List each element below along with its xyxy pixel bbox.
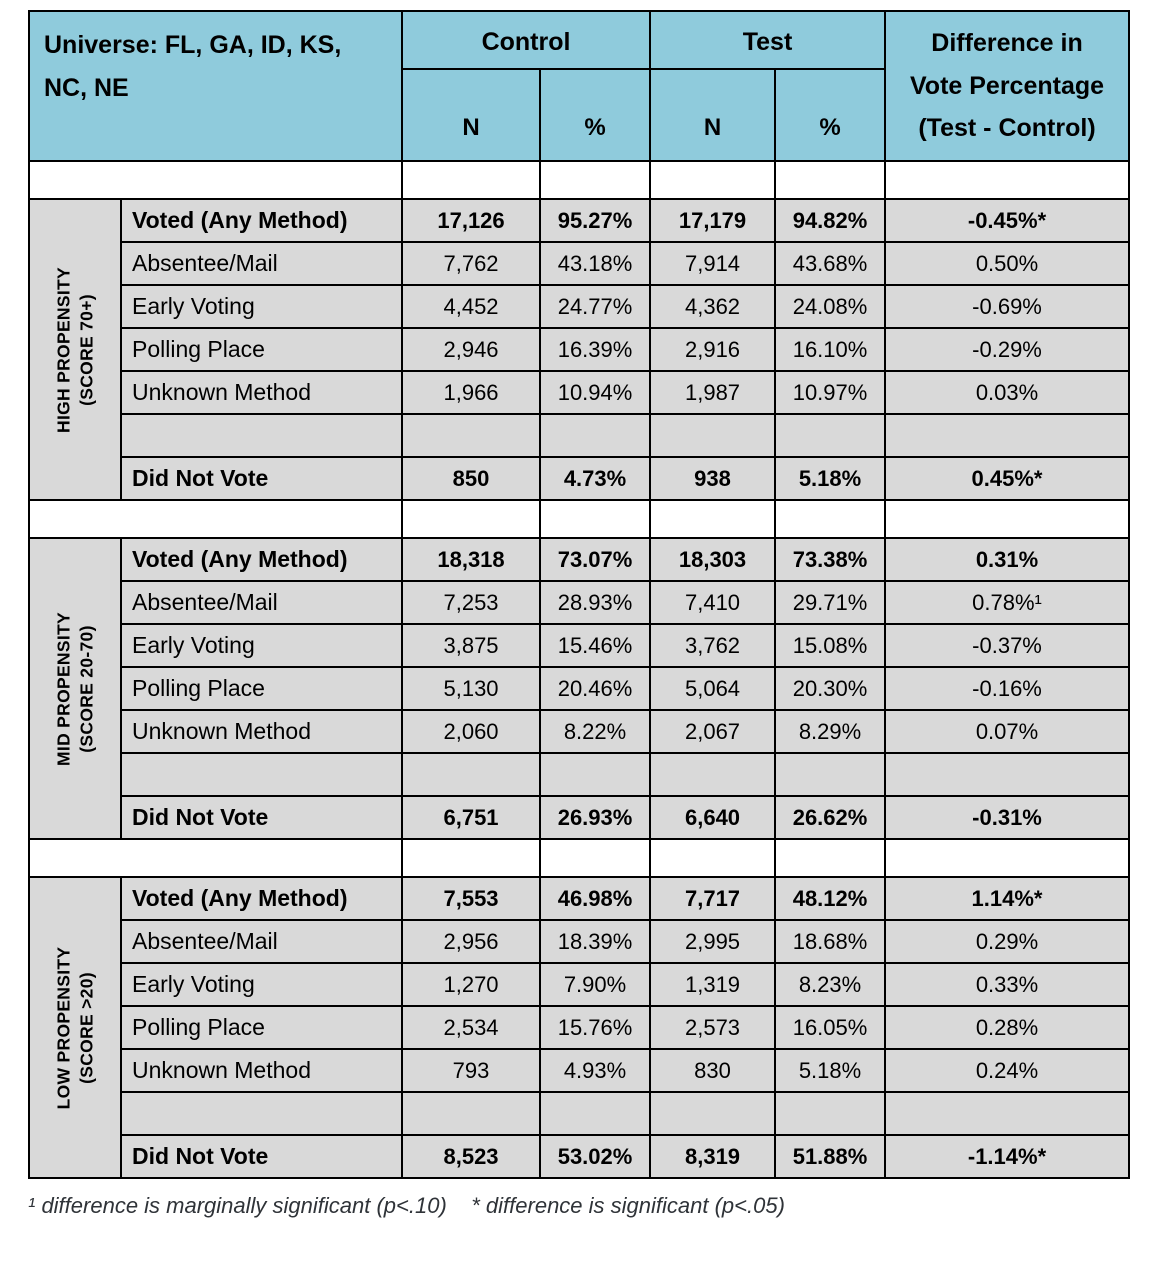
test-n-cell: 938 [650,457,775,500]
row-label: Unknown Method [121,710,402,753]
control-n-cell: 2,946 [402,328,540,371]
spacer-cell [29,839,402,877]
empty-cell [402,1092,540,1135]
control-n-cell: 2,956 [402,920,540,963]
test-pct-cell: 43.68% [775,242,885,285]
control-pct-cell: 10.94% [540,371,650,414]
control-n-cell: 7,253 [402,581,540,624]
spacer-cell [402,839,540,877]
test-n-cell: 3,762 [650,624,775,667]
spacer-cell [540,839,650,877]
spacer-cell [775,161,885,199]
row-label: Absentee/Mail [121,242,402,285]
spacer-cell [29,161,402,199]
empty-cell [402,753,540,796]
test-n-cell: 6,640 [650,796,775,839]
difference-header [885,11,1129,161]
control-n-cell: 2,534 [402,1006,540,1049]
test-pct-cell: 48.12% [775,877,885,920]
spacer-cell [540,500,650,538]
diff-cell: 0.31% [885,538,1129,581]
control-n-cell: 8,523 [402,1135,540,1178]
test-pct-cell: 51.88% [775,1135,885,1178]
test-n-cell: 18,303 [650,538,775,581]
row-label: Early Voting [121,963,402,1006]
test-n-cell: 17,179 [650,199,775,242]
test-pct-cell: 18.68% [775,920,885,963]
empty-row [29,414,1129,457]
empty-cell [885,1092,1129,1135]
row-label: Unknown Method [121,371,402,414]
section-label-text: LOW PROPENSITY (SCORE >20) [53,946,96,1109]
table-row [29,199,1129,242]
empty-cell [650,753,775,796]
control-pct-cell: 8.22% [540,710,650,753]
difference-header-line1: Difference in [931,29,1083,58]
diff-cell: -1.14%* [885,1135,1129,1178]
table-row [29,581,1129,624]
row-label: Early Voting [121,285,402,328]
empty-cell [121,1092,402,1135]
control-n-cell: 4,452 [402,285,540,328]
diff-cell: 0.29% [885,920,1129,963]
table-row [29,538,1129,581]
diff-cell: -0.16% [885,667,1129,710]
control-pct-cell: 20.46% [540,667,650,710]
test-pct-cell: 10.97% [775,371,885,414]
control-n-cell: 17,126 [402,199,540,242]
table-row [29,285,1129,328]
empty-row [29,753,1129,796]
table-row [29,667,1129,710]
spacer-cell [775,500,885,538]
diff-cell: -0.31% [885,796,1129,839]
diff-cell: -0.37% [885,624,1129,667]
control-pct-cell: 15.46% [540,624,650,667]
empty-cell [402,414,540,457]
diff-cell: 1.14%* [885,877,1129,920]
test-n-cell: 2,067 [650,710,775,753]
test-pct-cell: 94.82% [775,199,885,242]
control-pct-cell: 4.93% [540,1049,650,1092]
control-n-header: N [402,69,540,161]
diff-cell: -0.45%* [885,199,1129,242]
control-pct-cell: 15.76% [540,1006,650,1049]
test-n-cell: 8,319 [650,1135,775,1178]
row-label: Voted (Any Method) [121,199,402,242]
control-pct-cell: 28.93% [540,581,650,624]
empty-cell [885,753,1129,796]
spacer-row [29,839,1129,877]
spacer-cell [29,500,402,538]
test-pct-cell: 24.08% [775,285,885,328]
test-pct-cell: 16.05% [775,1006,885,1049]
test-n-cell: 830 [650,1049,775,1092]
row-label: Polling Place [121,667,402,710]
control-pct-cell: 26.93% [540,796,650,839]
spacer-cell [885,161,1129,199]
table-row [29,328,1129,371]
row-label: Unknown Method [121,1049,402,1092]
control-n-cell: 793 [402,1049,540,1092]
diff-cell: 0.28% [885,1006,1129,1049]
control-pct-cell: 73.07% [540,538,650,581]
control-pct-cell: 4.73% [540,457,650,500]
table-row [29,242,1129,285]
test-n-cell: 2,995 [650,920,775,963]
test-n-cell: 7,410 [650,581,775,624]
spacer-cell [885,839,1129,877]
test-pct-cell: 5.18% [775,457,885,500]
test-n-cell: 2,573 [650,1006,775,1049]
empty-row [29,1092,1129,1135]
control-pct-cell: 16.39% [540,328,650,371]
spacer-cell [650,161,775,199]
control-pct-cell: 18.39% [540,920,650,963]
table-row [29,963,1129,1006]
results-table [28,10,1130,1179]
footnote: ¹ difference is marginally significant (p<.10) * difference is significant (p<.05) [28,1193,785,1218]
spacer-row [29,500,1129,538]
control-pct-header: % [540,69,650,161]
row-label: Did Not Vote [121,457,402,500]
spacer-cell [402,161,540,199]
section-label-mid-propensity [29,538,121,839]
diff-cell: 0.24% [885,1049,1129,1092]
test-n-cell: 1,987 [650,371,775,414]
row-label: Polling Place [121,1006,402,1049]
test-n-cell: 2,916 [650,328,775,371]
test-pct-cell: 16.10% [775,328,885,371]
test-pct-cell: 15.08% [775,624,885,667]
diff-cell: 0.50% [885,242,1129,285]
control-n-cell: 2,060 [402,710,540,753]
row-label: Polling Place [121,328,402,371]
empty-cell [650,414,775,457]
control-n-cell: 18,318 [402,538,540,581]
table-row [29,1049,1129,1092]
test-pct-cell: 20.30% [775,667,885,710]
table-row [29,371,1129,414]
test-pct-cell: 5.18% [775,1049,885,1092]
diff-cell: 0.45%* [885,457,1129,500]
row-label: Absentee/Mail [121,581,402,624]
empty-cell [885,414,1129,457]
test-n-cell: 4,362 [650,285,775,328]
control-n-cell: 850 [402,457,540,500]
control-n-cell: 3,875 [402,624,540,667]
table-row [29,710,1129,753]
control-n-cell: 1,270 [402,963,540,1006]
diff-cell: 0.07% [885,710,1129,753]
control-n-cell: 7,762 [402,242,540,285]
test-n-cell: 7,914 [650,242,775,285]
test-pct-cell: 8.23% [775,963,885,1006]
control-header: Control [402,11,650,69]
table-row [29,624,1129,667]
difference-header-line3: (Test - Control) [918,114,1096,143]
table-row [29,877,1129,920]
test-pct-cell: 73.38% [775,538,885,581]
section-label-text: MID PROPENSITY (SCORE 20-70) [53,611,96,766]
spacer-cell [650,500,775,538]
test-pct-cell: 26.62% [775,796,885,839]
table-row [29,457,1129,500]
empty-cell [540,414,650,457]
test-n-cell: 7,717 [650,877,775,920]
test-n-header: N [650,69,775,161]
spacer-row [29,161,1129,199]
table-row [29,1135,1129,1178]
diff-cell: 0.78%¹ [885,581,1129,624]
row-label: Absentee/Mail [121,920,402,963]
empty-cell [121,753,402,796]
spacer-cell [885,500,1129,538]
control-n-cell: 1,966 [402,371,540,414]
diff-cell: 0.03% [885,371,1129,414]
row-label: Did Not Vote [121,1135,402,1178]
control-pct-cell: 7.90% [540,963,650,1006]
spacer-cell [775,839,885,877]
section-label-text: HIGH PROPENSITY (SCORE 70+) [53,266,96,433]
control-pct-cell: 53.02% [540,1135,650,1178]
diff-cell: -0.69% [885,285,1129,328]
control-n-cell: 6,751 [402,796,540,839]
universe-header: Universe: FL, GA, ID, KS, NC, NE [29,11,402,161]
empty-cell [540,1092,650,1135]
table-row [29,1006,1129,1049]
test-header: Test [650,11,885,69]
table-row [29,920,1129,963]
test-n-cell: 5,064 [650,667,775,710]
row-label: Early Voting [121,624,402,667]
empty-cell [775,753,885,796]
control-pct-cell: 95.27% [540,199,650,242]
empty-cell [540,753,650,796]
row-label: Voted (Any Method) [121,538,402,581]
test-pct-header: % [775,69,885,161]
empty-cell [775,1092,885,1135]
spacer-cell [650,839,775,877]
control-pct-cell: 24.77% [540,285,650,328]
difference-header-line2: Vote Percentage [909,71,1105,100]
test-pct-cell: 29.71% [775,581,885,624]
row-label: Did Not Vote [121,796,402,839]
control-pct-cell: 46.98% [540,877,650,920]
spacer-cell [402,500,540,538]
empty-cell [650,1092,775,1135]
control-n-cell: 7,553 [402,877,540,920]
test-pct-cell: 8.29% [775,710,885,753]
row-label: Voted (Any Method) [121,877,402,920]
diff-cell: -0.29% [885,328,1129,371]
section-label-high-propensity [29,199,121,500]
diff-cell: 0.33% [885,963,1129,1006]
header-row-groups [29,11,1129,69]
control-pct-cell: 43.18% [540,242,650,285]
control-n-cell: 5,130 [402,667,540,710]
table-row [29,796,1129,839]
empty-cell [775,414,885,457]
section-label-low-propensity [29,877,121,1178]
test-n-cell: 1,319 [650,963,775,1006]
empty-cell [121,414,402,457]
spacer-cell [540,161,650,199]
